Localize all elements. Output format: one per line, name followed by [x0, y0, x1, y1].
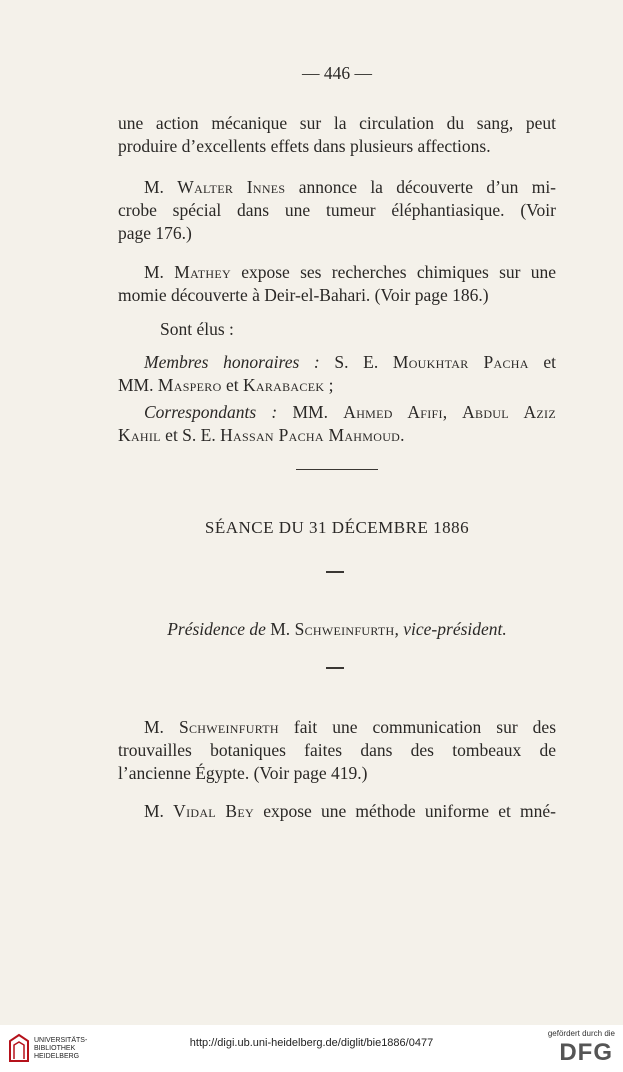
paragraph-innes: M. Walter Innes annonce la découverte d’un mi- crobe spécial dans une tumeur éléphantiasique. (Voir page 176.): [118, 177, 557, 243]
person-name: Mathey: [174, 262, 231, 282]
paragraph-honorary: Membres honoraires : S. E. Moukhtar Pacha et MM. Maspero et Karabacek ;: [118, 352, 556, 395]
dfg-logo-icon: DFG: [559, 1039, 613, 1066]
source-url-link[interactable]: http://digi.ub.uni-heidelberg.de/diglit/bie1886/0477: [189, 1037, 434, 1049]
library-name: UNIVERSITÄTS- BIBLIOTHEK HEIDELBERG: [34, 1037, 88, 1060]
paragraph-continuation: une action mécanique sur la circulation du sang, peut produire d’excellents effets dans plusieurs affections.: [118, 113, 556, 156]
section-title: SÉANCE DU 31 DÉCEMBRE 1886: [204, 518, 470, 537]
person-name: Schweinfurth: [178, 717, 279, 737]
page-number: — 446 —: [302, 63, 372, 83]
elected-heading: Sont élus :: [160, 319, 234, 339]
paragraph-correspondents: Correspondants : MM. Ahmed Afifi, Abdul Aziz Kahil et S. E. Hassan Pacha Mahmoud.: [118, 402, 556, 445]
paragraph-schweinfurth: M. Schweinfurth fait une communication sur des trouvailles botaniques faites dans des tombeaux de l’ancienne Égypte. (Voir page 419.): [118, 717, 557, 783]
short-dash: [326, 667, 344, 669]
presidency-line: Présidence de M. Schweinfurth, vice-président.: [167, 619, 507, 639]
digitization-footer: [0, 1025, 623, 1072]
short-dash: [326, 571, 344, 573]
paragraph-mathey: M. Mathey expose ses recherches chimiques sur une momie découverte à Deir-el-Bahari. (Voir page 186.): [118, 262, 557, 305]
paragraph-vidal: M. Vidal Bey expose une méthode uniforme et mné-: [144, 801, 557, 821]
section-divider: [296, 469, 378, 470]
person-name: Vidal Bey: [173, 801, 254, 821]
person-name: Walter Innes: [177, 177, 286, 197]
funder-caption: gefördert durch die: [547, 1029, 615, 1038]
